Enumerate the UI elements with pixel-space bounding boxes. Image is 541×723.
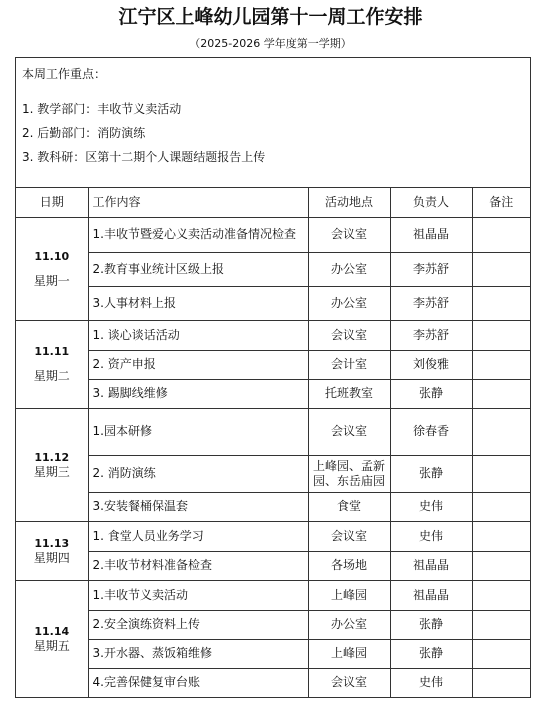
owner-cell: 张静 [390,379,472,408]
schedule-sheet [15,57,531,698]
table-row [16,492,530,521]
location-cell: 办公室 [308,610,390,639]
table-row [16,217,530,252]
owner-cell: 史伟 [390,492,472,521]
note-cell [472,286,530,320]
note-cell [472,580,530,610]
task-cell: 1. 谈心谈话活动 [88,320,308,350]
table-row [16,610,530,639]
schedule-body [16,217,530,697]
location-cell: 会议室 [308,668,390,697]
note-cell [472,320,530,350]
note-cell [472,492,530,521]
table-row [16,320,530,350]
task-cell: 1.园本研修 [88,408,308,455]
date-cell [16,408,88,521]
owner-cell: 祖晶晶 [390,551,472,580]
note-cell [472,408,530,455]
owner-cell: 李苏舒 [390,286,472,320]
date-label: 11.11 [34,345,70,358]
owner-cell: 张静 [390,455,472,492]
task-cell: 4.完善保健复审台账 [88,668,308,697]
column-header-location: 活动地点 [308,188,390,217]
location-cell: 上峰园 [308,639,390,668]
table-row [16,580,530,610]
owner-cell: 张静 [390,639,472,668]
table-row [16,639,530,668]
task-cell: 3.安装餐桶保温套 [88,492,308,521]
location-cell: 办公室 [308,286,390,320]
weekday-label: 星期一 [33,273,70,288]
note-cell [472,350,530,379]
weekly-focus-heading: 本周工作重点： [22,67,107,81]
date-cell [16,217,88,320]
table-row [16,668,530,697]
column-header-date: 日期 [16,188,88,217]
task-cell: 1. 食堂人员业务学习 [88,521,308,551]
location-cell: 会计室 [308,350,390,379]
table-row [16,252,530,286]
owner-cell: 徐春香 [390,408,472,455]
note-cell [472,252,530,286]
location-cell: 托班教室 [308,379,390,408]
weekday-label: 星期五 [33,638,70,653]
owner-cell: 史伟 [390,668,472,697]
date-cell [16,521,88,580]
weekday-label: 星期三 [33,464,70,479]
column-header-note: 备注 [472,188,530,217]
task-cell: 1.丰收节暨爱心义卖活动准备情况检查 [88,217,308,252]
owner-cell: 张静 [390,610,472,639]
date-cell [16,580,88,697]
schedule-table [16,188,530,698]
note-cell [472,521,530,551]
note-cell [472,379,530,408]
date-label: 11.13 [34,536,70,550]
table-row [16,455,530,492]
header-row [16,188,530,217]
page-title: 江宁区上峰幼儿园第十一周工作安排 [118,6,423,28]
task-cell: 3. 踢脚线维修 [88,379,308,408]
focus-item: 3. 教科研：区第十二期个人课题结题报告上传 [22,150,266,164]
task-cell: 2. 消防演练 [88,455,308,492]
column-header-owner: 负责人 [390,188,472,217]
location-cell: 各场地 [308,551,390,580]
task-cell: 3.开水器、蒸饭箱维修 [88,639,308,668]
owner-cell: 祖晶晶 [390,580,472,610]
note-cell [472,455,530,492]
location-cell: 办公室 [308,252,390,286]
location-cell: 会议室 [308,408,390,455]
note-cell [472,668,530,697]
date-cell [16,320,88,408]
weekday-label: 星期二 [33,369,70,383]
location-cell: 上峰园、孟新园、东岳庙园 [308,455,390,492]
weekday-label: 星期四 [33,550,70,565]
note-cell [472,639,530,668]
location-cell: 会议室 [308,521,390,551]
owner-cell: 李苏舒 [390,252,472,286]
date-label: 11.14 [34,624,70,638]
table-row [16,521,530,551]
task-cell: 2.丰收节材料准备检查 [88,551,308,580]
date-label: 11.12 [34,450,70,464]
page-subtitle: （2025-2026 学年度第一学期） [189,37,352,50]
location-cell: 会议室 [308,320,390,350]
task-cell: 2.教育事业统计区级上报 [88,252,308,286]
date-label: 11.10 [34,249,70,263]
table-row [16,379,530,408]
note-cell [472,551,530,580]
table-row [16,551,530,580]
focus-item: 2. 后勤部门：消防演练 [22,126,146,140]
location-cell: 上峰园 [308,580,390,610]
weekly-focus-list [22,97,530,169]
owner-cell: 史伟 [390,521,472,551]
location-cell: 会议室 [308,217,390,252]
owner-cell: 李苏舒 [390,320,472,350]
task-cell: 1.丰收节义卖活动 [88,580,308,610]
column-header-task: 工作内容 [88,188,308,217]
task-cell: 2. 资产申报 [88,350,308,379]
weekly-focus-section [16,58,530,188]
owner-cell: 刘俊雅 [390,350,472,379]
table-row [16,350,530,379]
note-cell [472,610,530,639]
table-row [16,286,530,320]
owner-cell: 祖晶晶 [390,217,472,252]
task-cell: 2.安全演练资料上传 [88,610,308,639]
note-cell [472,217,530,252]
task-cell: 3.人事材料上报 [88,286,308,320]
location-cell: 食堂 [308,492,390,521]
table-row [16,408,530,455]
focus-item: 1. 教学部门：丰收节义卖活动 [22,102,182,116]
